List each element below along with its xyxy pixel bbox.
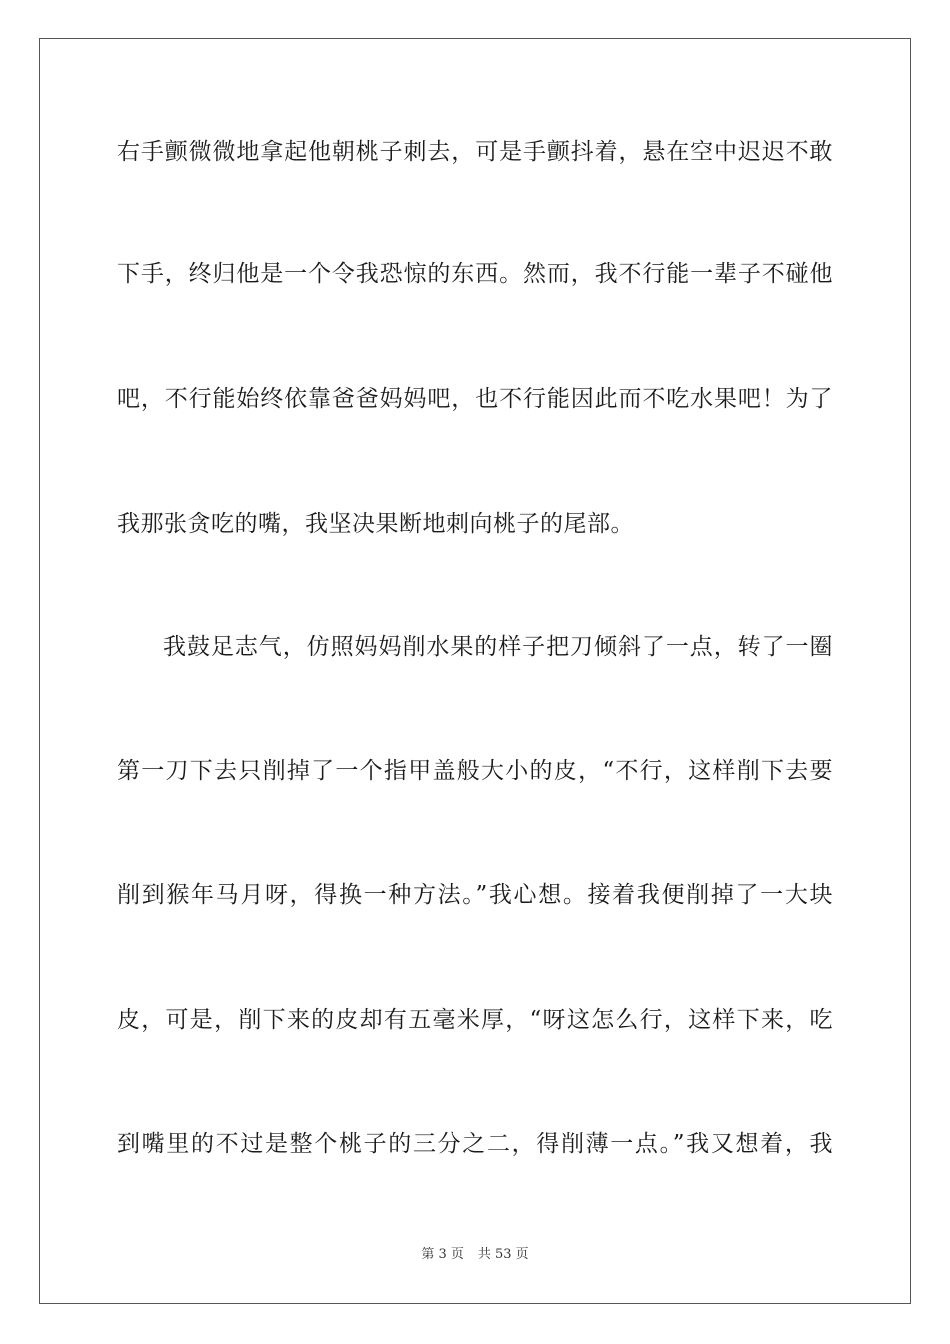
text-line: 削到猴年马月呀，得换一种方法。”我心想。接着我便削掉了一大块: [117, 882, 833, 908]
text-line: 到嘴里的不过是整个桃子的三分之二，得削薄一点。”我又想着，我: [117, 1131, 833, 1157]
page-number: 第 3 页: [421, 1247, 464, 1262]
total-pages: 共 53 页: [477, 1247, 529, 1262]
text-line: 我那张贪吃的嘴，我坚决果断地刺向桃子的尾部。: [117, 511, 634, 537]
page-footer: [0, 1247, 950, 1263]
text-line: 吧，不行能始终依靠爸爸妈妈吧，也不行能因此而不吃水果吧！为了: [117, 386, 833, 412]
text-line: 下手，终归他是一个令我恐惊的东西。然而，我不行能一辈子不碰他: [117, 261, 833, 287]
paragraph-first-line: 我鼓足志气，仿照妈妈削水果的样子把刀倾斜了一点，转了一圈: [163, 634, 833, 660]
text-line: 皮，可是，削下来的皮却有五毫米厚，“呀这怎么行，这样下来，吃: [117, 1007, 833, 1033]
text-line: 第一刀下去只削掉了一个指甲盖般大小的皮，“不行，这样削下去要: [117, 758, 833, 784]
text-line: 右手颤微微地拿起他朝桃子刺去，可是手颤抖着，悬在空中迟迟不敢: [117, 139, 833, 165]
page-border: [39, 38, 911, 1304]
